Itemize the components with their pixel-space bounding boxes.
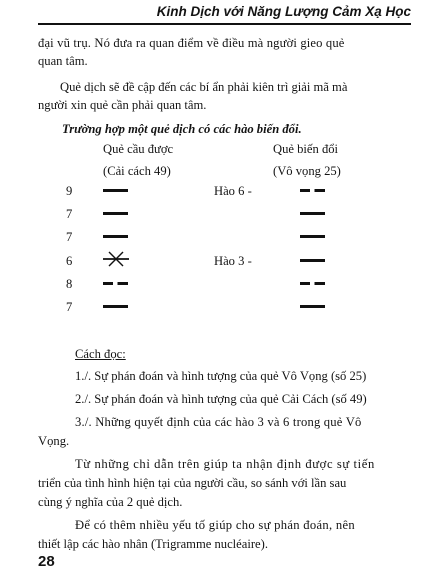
closing-line-3: cùng ý nghĩa của 2 quẻ dịch.	[38, 495, 183, 509]
change-label: Hào 3 -	[214, 254, 252, 268]
intro-line-1: đại vũ trụ. Nó đưa ra quan điểm về điều mà người gieo quẻ	[38, 36, 345, 50]
intro-line-4: người xin quẻ cần phải quan tâm.	[38, 98, 207, 112]
closing-line-1: Từ những chỉ dẫn trên giúp ta nhận định được sự tiến	[75, 457, 375, 471]
change-label: Hào 6 -	[214, 184, 252, 198]
yang-line	[300, 259, 325, 262]
right-hexagram-name: (Vô vọng 25)	[273, 164, 341, 178]
line-number: 7	[66, 230, 73, 244]
header-title: Kinh Dịch với Năng Lượng Cảm Xạ Học	[156, 4, 411, 19]
closing-line-2: triển của tình hình hiện tại của người cầu, so sánh với lần sau	[38, 476, 347, 490]
changing-yin-line-icon	[101, 250, 131, 268]
closing-line-4: Để có thêm nhiều yếu tố giúp cho sự phán đoán, nên	[75, 518, 355, 532]
reading-item-3-cont: Vọng.	[38, 434, 70, 448]
line-number: 8	[66, 277, 73, 291]
yang-line	[103, 235, 128, 238]
yang-line	[300, 305, 325, 308]
line-number: 7	[66, 207, 73, 221]
line-number: 9	[66, 184, 73, 198]
reading-item-2: 2./. Sự phán đoán và hình tượng của quẻ Cải Cách (số 49)	[75, 392, 367, 406]
yang-line	[103, 305, 128, 308]
yin-line	[300, 282, 325, 285]
left-hexagram-title: Quẻ cầu được	[103, 142, 174, 156]
case-heading: Trường hợp một quẻ dịch có các hào biến đổi.	[62, 122, 302, 136]
line-number: 6	[66, 254, 73, 268]
left-hexagram-name: (Cải cách 49)	[103, 164, 171, 178]
yin-line	[103, 282, 128, 285]
yang-line	[300, 212, 325, 215]
yang-line	[300, 235, 325, 238]
yang-line	[103, 212, 128, 215]
header-rule	[38, 23, 411, 25]
running-header	[0, 0, 421, 26]
intro-line-3: Quẻ dịch sẽ đề cập đến các bí ẩn phải kiên trì giải mã mà	[60, 80, 348, 94]
reading-item-1: 1./. Sự phán đoán và hình tượng của quẻ Vô Vọng (số 25)	[75, 369, 367, 383]
intro-line-2: quan tâm.	[38, 54, 88, 68]
page-number: 28	[38, 553, 55, 570]
right-hexagram-title: Quẻ biến đổi	[273, 142, 339, 156]
reading-item-3: 3./. Những quyết định của các hào 3 và 6 trong quẻ Vô	[75, 415, 362, 429]
yang-line	[103, 189, 128, 192]
line-number: 7	[66, 300, 73, 314]
reading-heading: Cách đọc:	[75, 347, 126, 361]
yin-line	[300, 189, 325, 192]
closing-line-5: thiết lập các hào nhân (Trigramme nucléaire).	[38, 537, 268, 551]
